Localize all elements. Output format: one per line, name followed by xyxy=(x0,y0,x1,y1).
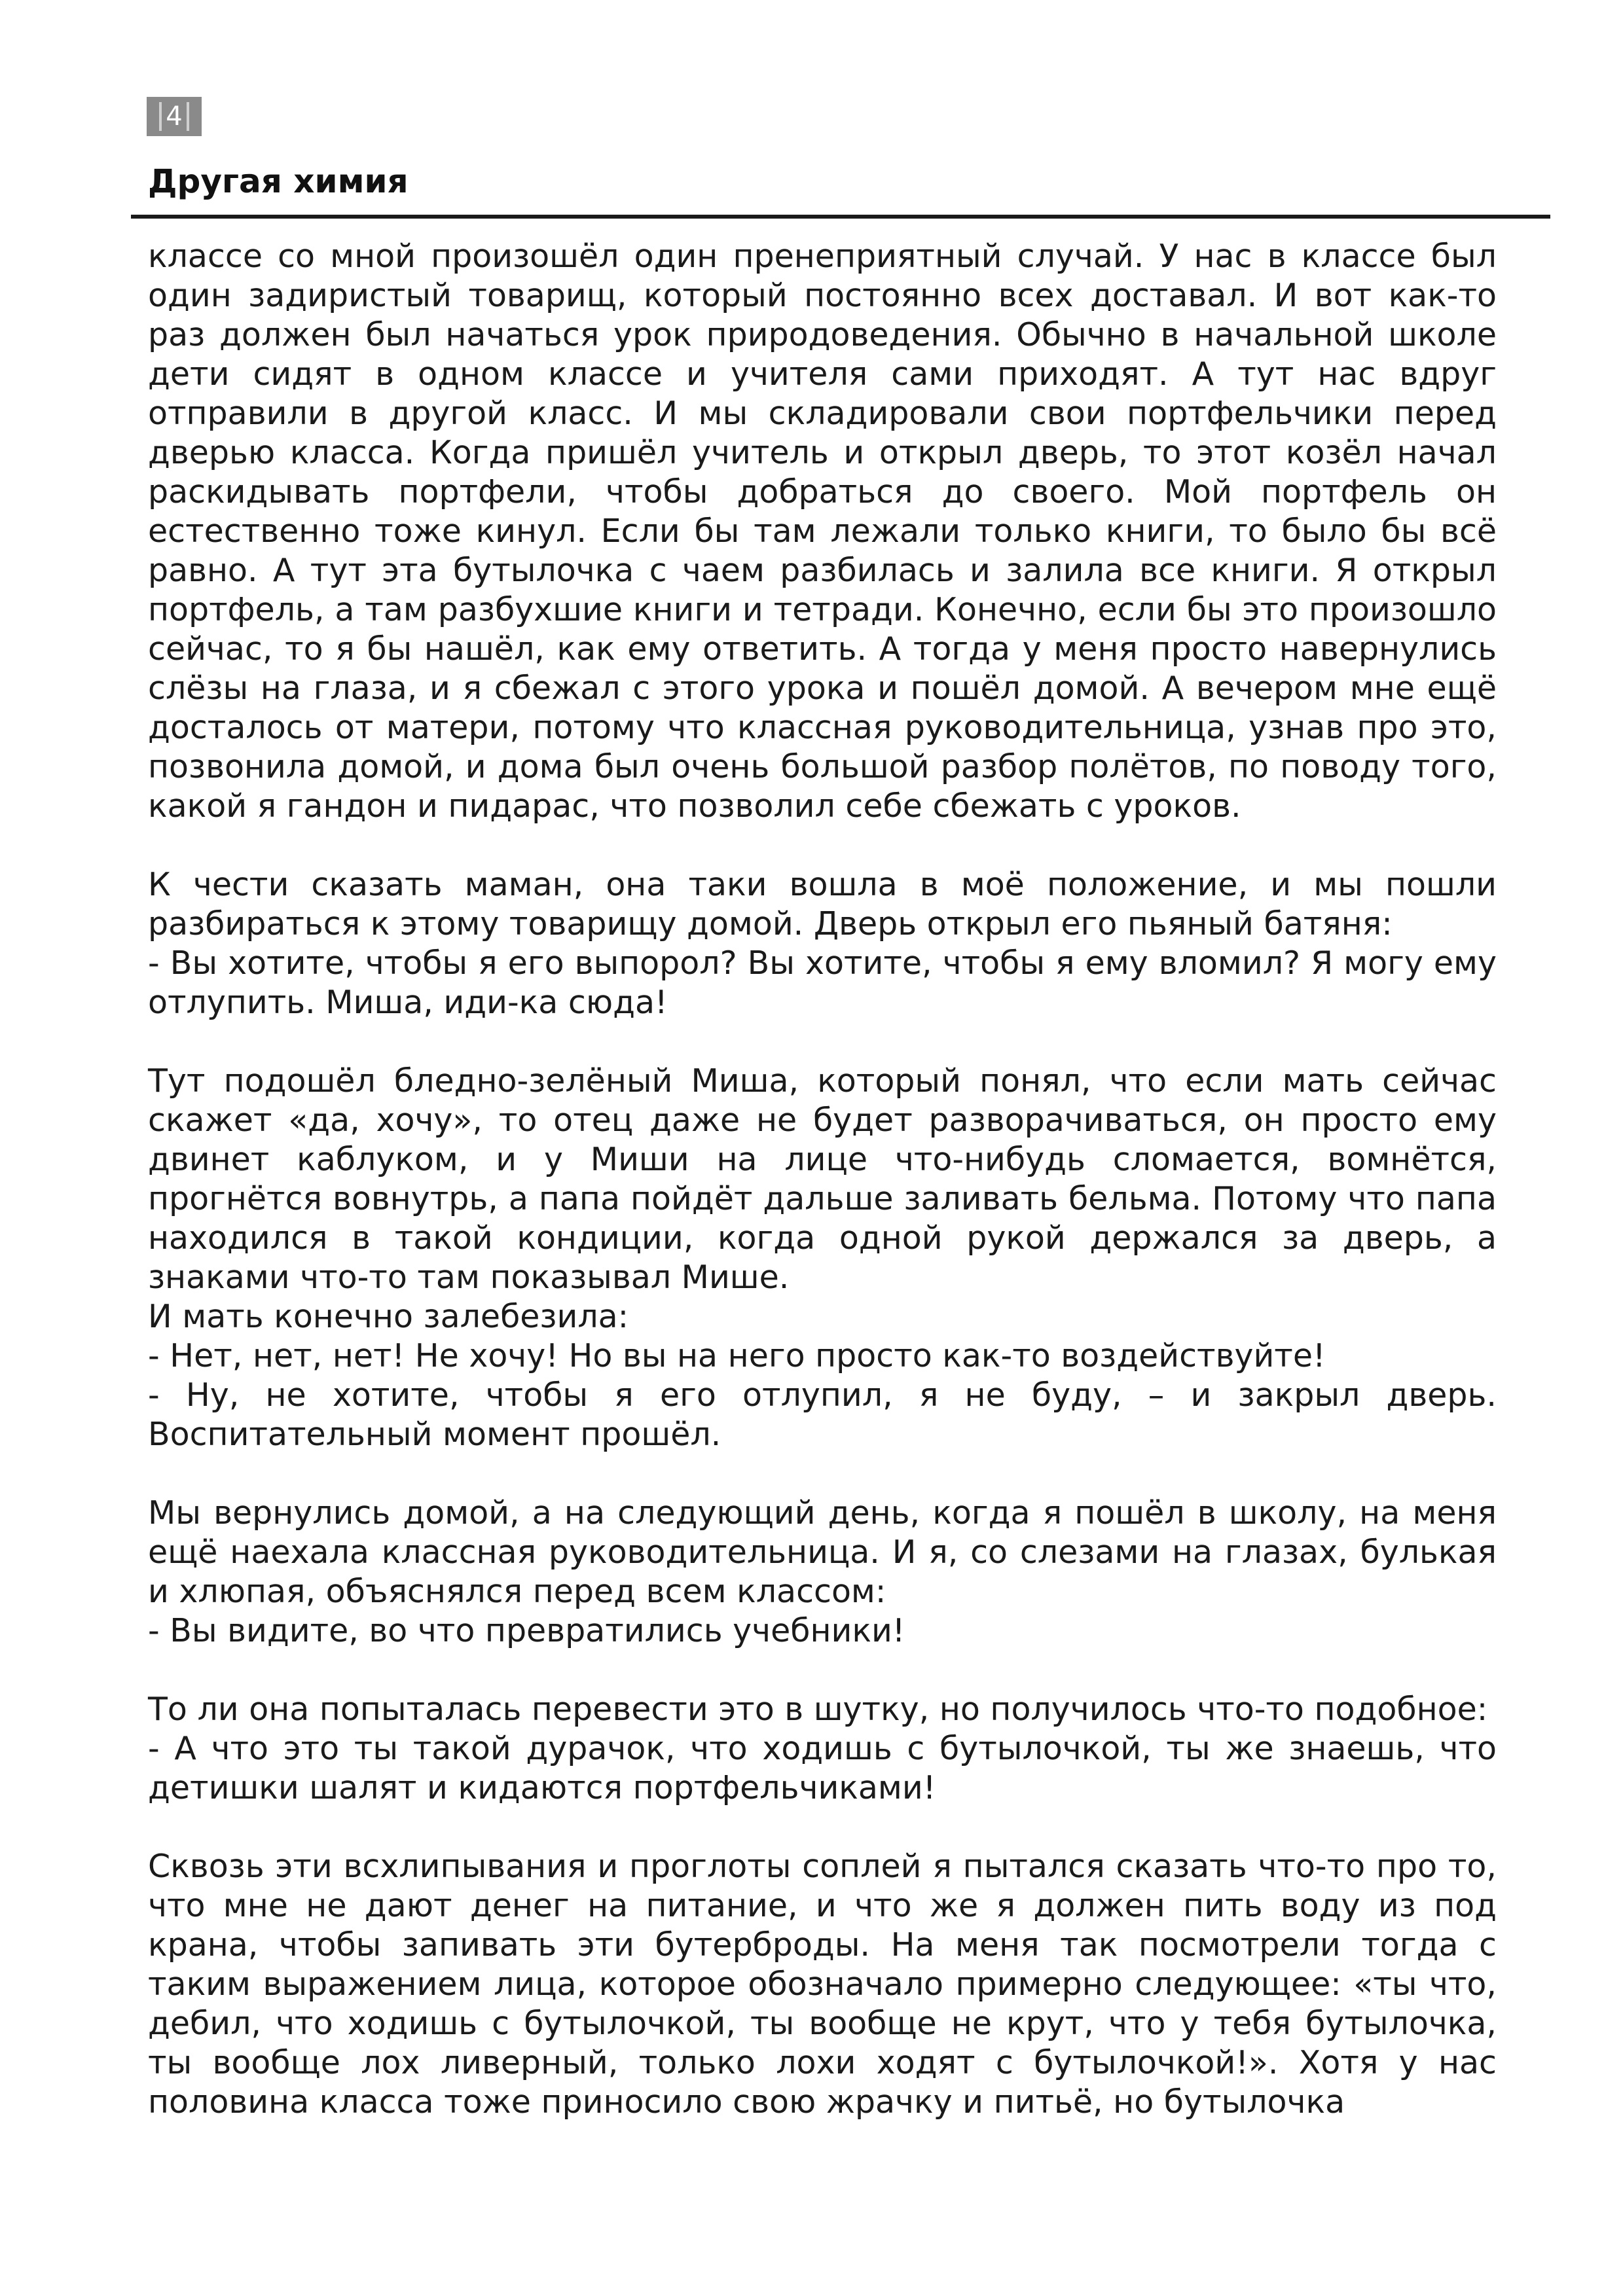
paragraph: То ли она попыталась перевести это в шутку, но получилось что-то подобное: xyxy=(148,1691,1488,1728)
header-divider xyxy=(131,215,1550,219)
page-number-left-bar xyxy=(159,102,162,131)
page-number-badge xyxy=(147,97,202,136)
page-number: 4 xyxy=(166,101,183,132)
paragraph: К чести сказать маман, она таки вошла в моё положение, и мы пошли разбираться к этому товарищу домой. Дверь открыл его пьяный батяня: xyxy=(148,866,1497,942)
page-number-right-bar xyxy=(187,102,189,131)
running-header-title: Другая химия xyxy=(148,162,409,200)
dialogue-line: - Вы видите, во что превратились учебники! xyxy=(148,1612,905,1649)
paragraph: Тут подошёл бледно-зелёный Миша, который понял, что если мать сейчас скажет «да, хочу», то отец даже не будет разворачиваться, он просто ему двинет каблуком, и у Миши на лице что-нибудь сломается, вомнётся, прогнётся вовнутрь, а папа пойдёт дальше заливать бельма. Потому что папа находился в такой кондиции, когда одной рукой держался за дверь, а знаками что-то там показывал Мише. xyxy=(148,1062,1497,1296)
dialogue-line: - Нет, нет, нет! Не хочу! Но вы на него просто как-то воздействуйте! xyxy=(148,1337,1326,1374)
paragraph: классе со мной произошёл один пренеприятный случай. У нас в классе был один задиристый товарищ, который постоянно всех доставал. И вот как-то раз должен был начаться урок природоведения. Обычно в начальной школе дети сидят в одном классе и учителя сами приходят. А тут нас вдруг отправили в другой класс. И мы складировали свои портфельчики перед дверью класса. Когда пришёл учитель и открыл дверь, то этот козёл начал раскидывать портфели, чтобы добраться до своего. Мой портфель он естественно тоже кинул. Если бы там лежали только книги, то было бы всё равно. А тут эта бутылочка с чаем разбилась и залила все книги. Я открыл портфель, а там разбухшие книги и тетради. Конечно, если бы это произошло сейчас, то я бы нашёл, как ему ответить. А тогда у меня просто навернулись слёзы на глаза, и я сбежал с этого урока и пошёл домой. А вечером мне ещё досталось от матери, потому что классная руководительница, узнав про это, позвонила домой, и дома был очень большой разбор полётов, по поводу того, какой я гандон и пидарас, что позволил себе сбежать с уроков. xyxy=(148,238,1497,825)
paragraph: Мы вернулись домой, а на следующий день, когда я пошёл в школу, на меня ещё наехала классная руководительница. И я, со слезами на глазах, булькая и хлюпая, объяснялся перед всем классом: xyxy=(148,1494,1497,1610)
dialogue-line: - Ну, не хотите, чтобы я его отлупил, я не буду, – и закрыл дверь. Воспитательный момент прошёл. xyxy=(148,1376,1497,1453)
dialogue-line: - А что это ты такой дурачок, что ходишь с бутылочкой, ты же знаешь, что детишки шалят и кидаются портфельчиками! xyxy=(148,1730,1497,1806)
dialogue-line: - Вы хотите, чтобы я его выпорол? Вы хотите, чтобы я ему вломил? Я могу ему отлупить. Миша, иди-ка сюда! xyxy=(148,944,1497,1021)
page-body xyxy=(148,237,1497,2122)
paragraph: И мать конечно залебезила: xyxy=(148,1298,629,1335)
paragraph: Сквозь эти всхлипывания и проглоты соплей я пытался сказать что-то про то, что мне не дают денег на питание, и что же я должен пить воду из под крана, чтобы запивать эти бутерброды. На меня так посмотрели тогда с таким выражением лица, которое обозначало примерно следующее: «ты что, дебил, что ходишь с бутылочкой, ты вообще не крут, что у тебя бутылочка, ты вообще лох ливерный, только лохи ходят с бутылочкой!». Хотя у нас половина класса тоже приносило свою жрачку и питьё, но бутылочка xyxy=(148,1848,1497,2121)
